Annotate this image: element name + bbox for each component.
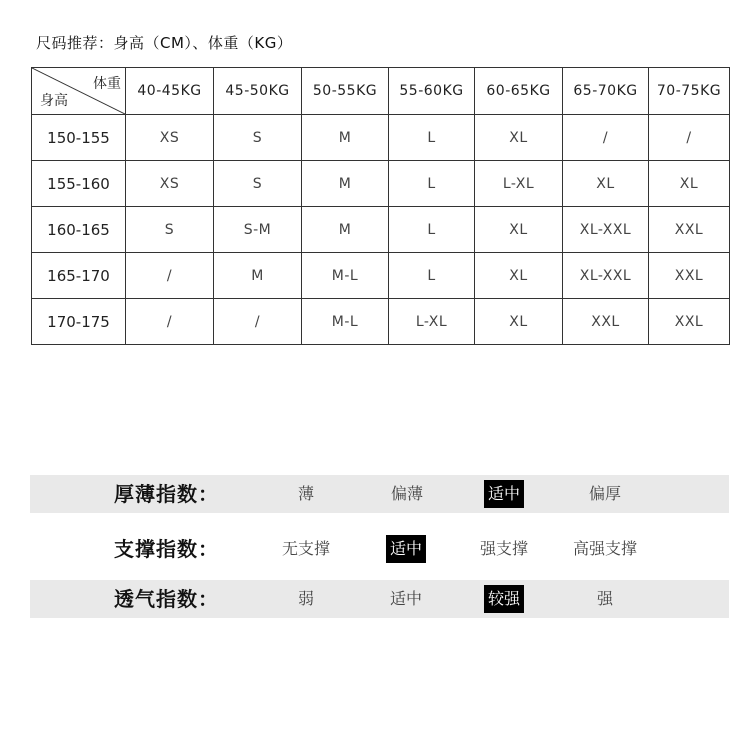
support-option: 强支撑 (479, 539, 529, 558)
size-cell: / (649, 115, 730, 161)
size-cell: L (389, 115, 475, 161)
corner-weight-label: 体重 (93, 76, 121, 92)
support-option: 适中 (386, 535, 426, 563)
height-cell: 165-170 (32, 253, 126, 299)
size-chart-title: 尺码推荐：身高（CM）、体重（KG） (36, 34, 293, 52)
support-index-row (30, 530, 729, 568)
size-cell: XL (563, 161, 649, 207)
thickness-index-row (30, 475, 729, 513)
breathability-index-label: 透气指数： (114, 587, 219, 611)
size-cell: / (563, 115, 649, 161)
size-cell: L (389, 161, 475, 207)
corner-cell (32, 68, 126, 115)
table-row (32, 115, 730, 161)
size-cell: M (302, 207, 389, 253)
breathability-index-row (30, 580, 729, 618)
size-cell: XL-XXL (563, 207, 649, 253)
corner-height-label: 身高 (40, 93, 68, 109)
size-cell: M (302, 161, 389, 207)
size-cell: XS (126, 115, 214, 161)
thickness-option: 适中 (484, 480, 524, 508)
size-cell: S (214, 161, 302, 207)
table-row (32, 161, 730, 207)
size-cell: / (214, 299, 302, 345)
size-cell: XL (649, 161, 730, 207)
size-cell: M (214, 253, 302, 299)
size-cell: XL (475, 207, 563, 253)
size-cell: S (126, 207, 214, 253)
size-cell: M-L (302, 299, 389, 345)
weight-header: 60-65KG (475, 68, 563, 115)
table-row (32, 253, 730, 299)
size-cell: XXL (649, 299, 730, 345)
size-cell: / (126, 253, 214, 299)
table-row (32, 207, 730, 253)
weight-header: 65-70KG (563, 68, 649, 115)
table-row (32, 299, 730, 345)
size-cell: XS (126, 161, 214, 207)
height-cell: 155-160 (32, 161, 126, 207)
weight-header: 45-50KG (214, 68, 302, 115)
size-cell: XL-XXL (563, 253, 649, 299)
support-index-label: 支撑指数： (114, 537, 219, 561)
size-cell: S-M (214, 207, 302, 253)
size-table (31, 67, 730, 345)
height-cell: 150-155 (32, 115, 126, 161)
size-cell: XL (475, 115, 563, 161)
size-cell: XXL (649, 207, 730, 253)
thickness-index-label: 厚薄指数： (114, 482, 219, 506)
size-cell: L-XL (389, 299, 475, 345)
size-cell: XL (475, 253, 563, 299)
table-header-row (32, 68, 730, 115)
breathability-option: 较强 (484, 585, 524, 613)
weight-header: 50-55KG (302, 68, 389, 115)
thickness-option: 偏厚 (588, 484, 622, 503)
size-cell: L (389, 207, 475, 253)
breathability-option: 强 (596, 589, 614, 608)
breathability-option: 适中 (389, 589, 423, 608)
height-cell: 170-175 (32, 299, 126, 345)
weight-header: 70-75KG (649, 68, 730, 115)
size-cell: L-XL (475, 161, 563, 207)
size-cell: / (126, 299, 214, 345)
weight-header: 40-45KG (126, 68, 214, 115)
size-cell: XXL (563, 299, 649, 345)
support-option: 高强支撑 (572, 539, 638, 558)
size-cell: L (389, 253, 475, 299)
height-cell: 160-165 (32, 207, 126, 253)
size-cell: M (302, 115, 389, 161)
size-cell: XXL (649, 253, 730, 299)
thickness-option: 薄 (297, 484, 315, 503)
breathability-option: 弱 (297, 589, 315, 608)
size-cell: M-L (302, 253, 389, 299)
support-option: 无支撑 (281, 539, 331, 558)
weight-header: 55-60KG (389, 68, 475, 115)
size-cell: XL (475, 299, 563, 345)
thickness-option: 偏薄 (390, 484, 424, 503)
size-cell: S (214, 115, 302, 161)
